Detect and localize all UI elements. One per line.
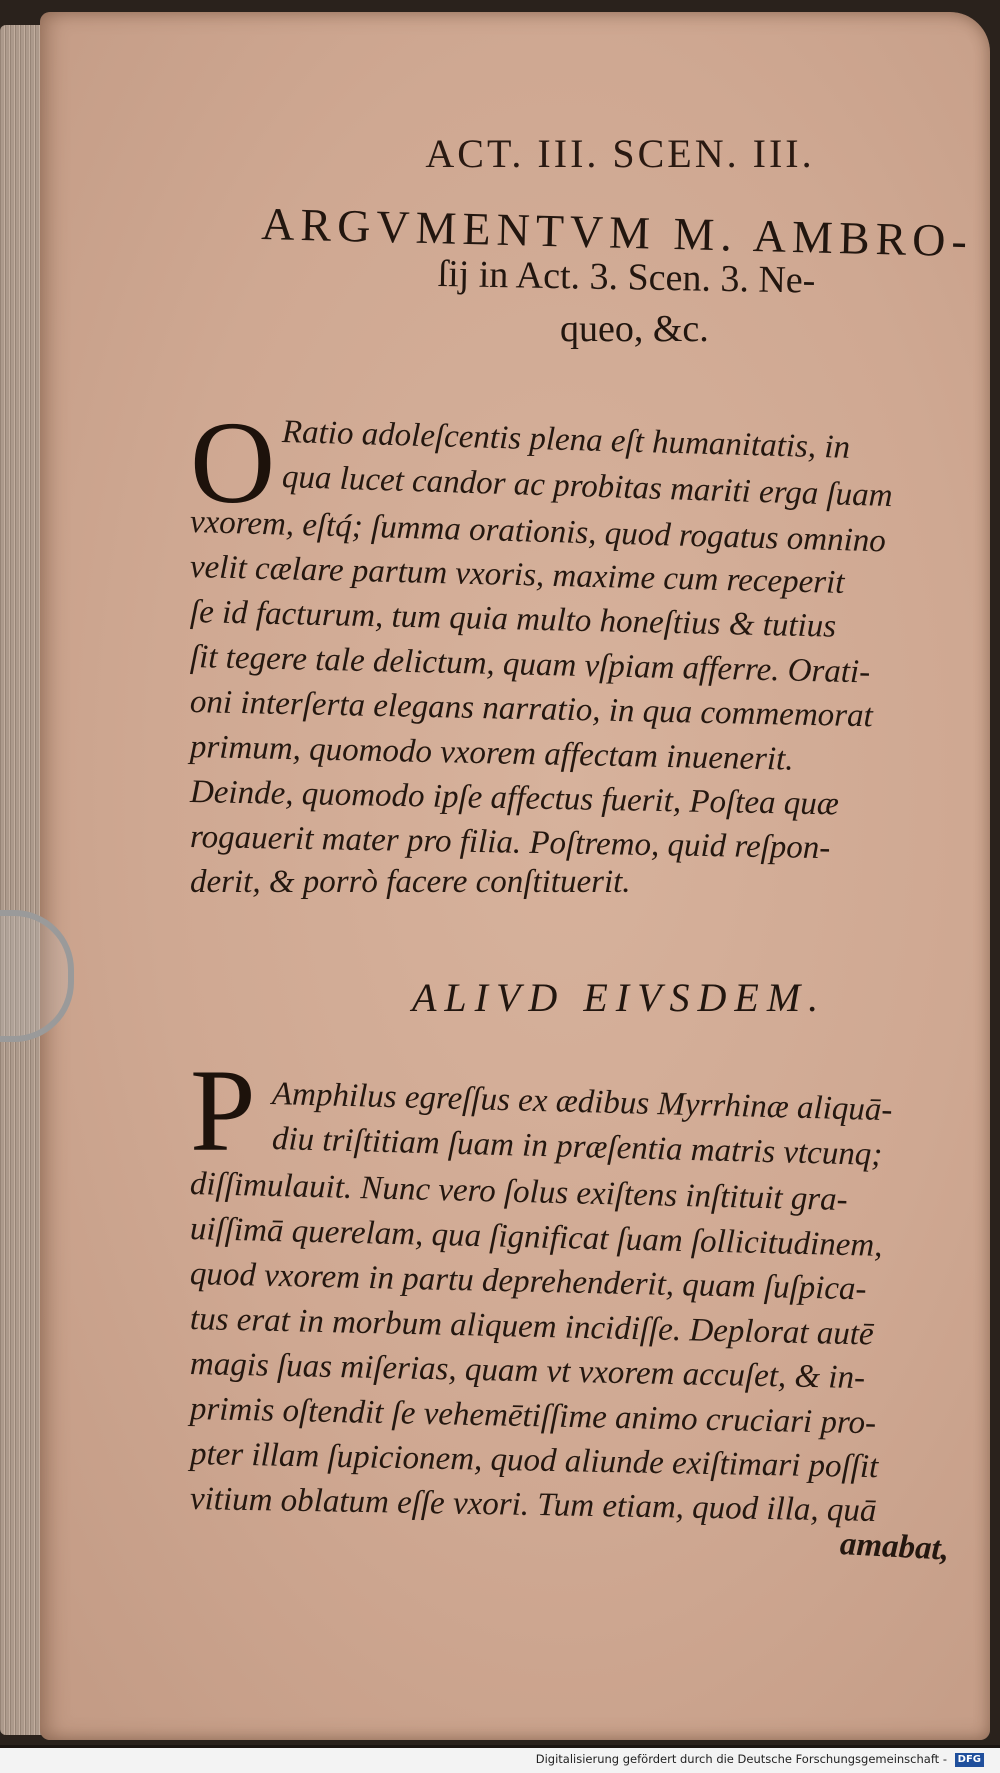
funding-credit-text: Digitalisierung gefördert durch die Deutsche Forschungsgemeinschaft -: [535, 1752, 947, 1766]
paragraph-line: vitium oblatum eſſe vxori. Tum etiam, quod illa, quā: [189, 1481, 877, 1529]
catchword: amabat,: [839, 1526, 950, 1568]
paragraph-line: oni interſerta elegans narratio, in qua commemorat: [189, 684, 874, 735]
page-edges: [0, 25, 45, 1735]
paragraph-line: diu triſtitiam ſuam in præſentia matris vtcunq;: [271, 1121, 883, 1173]
funding-credit: [536, 1752, 984, 1767]
paragraph-line: vxorem, eſtq́; ſumma orationis, quod rogatus omnino: [189, 504, 887, 560]
paragraph-line: rogauerit mater pro filia. Poſtremo, quid reſpon-: [189, 819, 831, 867]
paragraph-line: pter illam ſupicionem, quod aliunde exiſtimari poſſit: [189, 1436, 879, 1486]
paragraph-line: primum, quomodo vxorem affectam inuenerit.: [189, 729, 794, 778]
paragraph-line: magis ſuas miſerias, quam vt vxorem accuſet, & in-: [189, 1346, 866, 1397]
summary-paragraph: [190, 1072, 949, 1567]
paragraph-line: derit, & porrò facere conſtituerit.: [190, 864, 631, 900]
argument-subtitle: ſij in Act. 3. Scen. 3. Ne-: [437, 252, 816, 302]
paragraph-line: ſit tegere tale delictum, quam vſpiam afferre. Orati-: [189, 639, 871, 691]
argument-title: ARGVMENTVM M. AMBRO-: [260, 197, 974, 267]
section-title: ALIVD EIVSDEM.: [412, 975, 827, 1020]
argument-subtitle-continued: queo, &c.: [560, 308, 709, 350]
paragraph-line: qua lucet candor ac probitas mariti erga ſuam: [281, 459, 894, 515]
paragraph-line: Ratio adoleſcentis plena eſt humanitatis, in: [281, 414, 851, 466]
running-title: ACT. III. SCEN. III.: [425, 131, 815, 176]
paragraph-line: Amphilus egreſſus ex ædibus Myrrhinæ aliquā-: [271, 1076, 893, 1129]
paragraph-line: quod vxorem in partu deprehenderit, quam ſuſpica-: [189, 1256, 867, 1308]
argument-paragraph: [190, 410, 893, 905]
footer-bar: [0, 1748, 1000, 1773]
paragraph-line: ſe id facturum, tum quia multo honeſtius & tutius: [189, 594, 837, 645]
drop-cap-p: P: [190, 1045, 256, 1176]
paragraph-line: Deinde, quomodo ipſe affectus fuerit, Poſtea quæ: [189, 774, 840, 823]
paragraph-line: tus erat in morbum aliquem incidiſſe. Deplorat autē: [189, 1301, 875, 1353]
paragraph-line: uiſſimā querelam, qua ſignificat ſuam ſollicitudinem,: [189, 1211, 883, 1264]
paragraph-line: diſſimulauit. Nunc vero ſolus exiſtens inſtituit gra-: [189, 1166, 849, 1219]
paragraph-line: primis oſtendit ſe vehemētiſſime animo cruciari pro-: [189, 1391, 877, 1442]
paragraph-line: velit cælare partum vxoris, maxime cum receperit: [189, 549, 845, 601]
dfg-logo: DFG: [955, 1753, 984, 1767]
page: [40, 12, 990, 1740]
drop-cap-o: O: [190, 397, 276, 528]
